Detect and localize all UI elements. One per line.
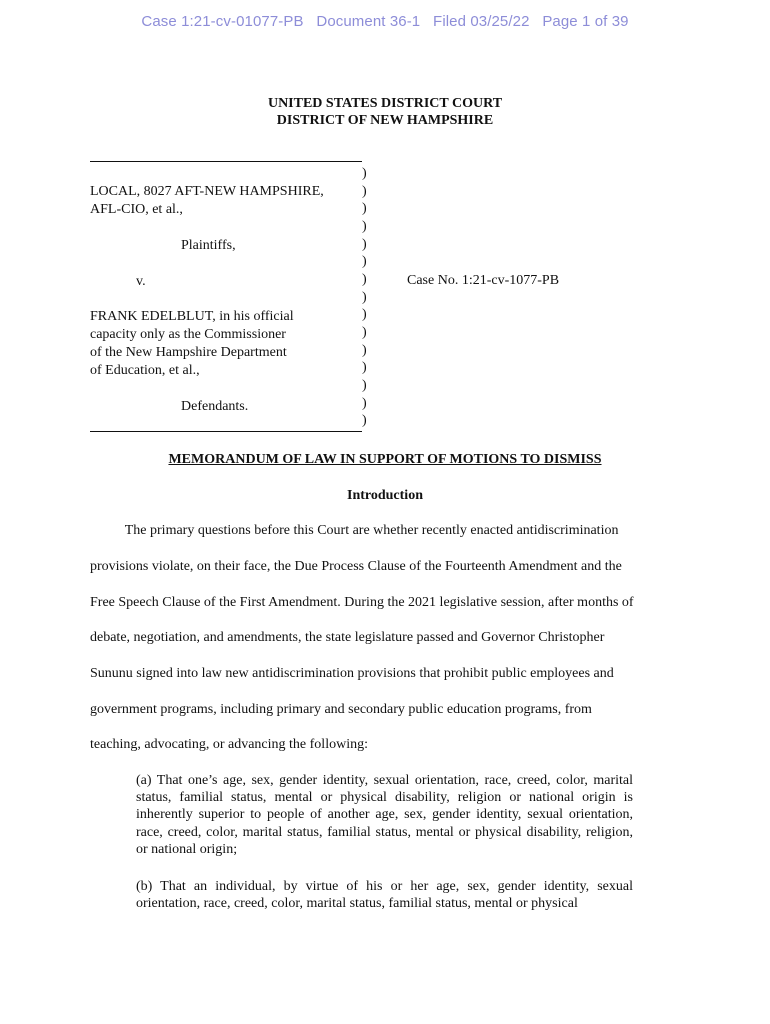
- defendant-name-line2: capacity only as the Commissioner: [90, 327, 286, 342]
- body-line: The primary questions before this Court are whether recently enacted antidiscrimination: [90, 523, 619, 538]
- defendant-name-line1: FRANK EDELBLUT, in his official: [90, 309, 294, 324]
- memorandum-title: MEMORANDUM OF LAW IN SUPPORT OF MOTIONS TO DISMISS: [168, 452, 602, 467]
- defendant-name-line3: of the New Hampshire Department: [90, 345, 287, 360]
- body-line: debate, negotiation, and amendments, the state legislature passed and Governor Christopher: [90, 630, 605, 645]
- body-line: Free Speech Clause of the First Amendment. During the 2021 legislative session, after months of: [90, 595, 634, 610]
- defendants-label: Defendants.: [181, 399, 249, 414]
- case-header-stamp: Case 1:21-cv-01077-PB Document 36-1 Filed 03/25/22 Page 1 of 39: [141, 13, 629, 30]
- body-line: government programs, including primary and secondary public education programs, from: [90, 702, 592, 717]
- case-number: Case No. 1:21-cv-1077-PB: [407, 273, 560, 288]
- body-line: provisions violate, on their face, the Due Process Clause of the Fourteenth Amendment and the: [90, 559, 622, 574]
- plaintiff-name-line1: LOCAL, 8027 AFT-NEW HAMPSHIRE,: [90, 184, 324, 199]
- body-line: teaching, advocating, or advancing the following:: [90, 737, 368, 752]
- section-heading: Introduction: [347, 488, 423, 503]
- court-name: UNITED STATES DISTRICT COURT: [267, 96, 503, 111]
- block-quote-item: (b) That an individual, by virtue of his or her age, sex, gender identity, sexual orientation, race, creed, color, marital status, familial status, mental or physical: [136, 879, 633, 912]
- block-quote-item: (a) That one’s age, sex, gender identity, sexual orientation, race, creed, color, marital status, familial status, mental or physical disability, religion or national origin is inherently superior to people of another age, sex, gender identity, sexual orientation, race, creed, color, marital status, familial status, mental or physical disability, religion, or national origin;: [136, 773, 633, 857]
- defendant-name-line4: of Education, et al.,: [90, 363, 200, 378]
- court-district: DISTRICT OF NEW HAMPSHIRE: [276, 113, 494, 128]
- body-line: Sununu signed into law new antidiscrimination provisions that prohibit public employees and: [90, 666, 614, 681]
- caption-top-rule: [90, 161, 362, 162]
- plaintiff-name-line2: AFL-CIO, et al.,: [90, 202, 183, 217]
- plaintiffs-label: Plaintiffs,: [181, 238, 236, 253]
- caption-paren-column: ) ) ) ) ) ) ) ) ) ) ) ) ) ) ): [362, 166, 367, 429]
- caption-bottom-rule: [90, 431, 362, 432]
- court-heading: [0, 95, 770, 129]
- versus-label: v.: [136, 274, 146, 289]
